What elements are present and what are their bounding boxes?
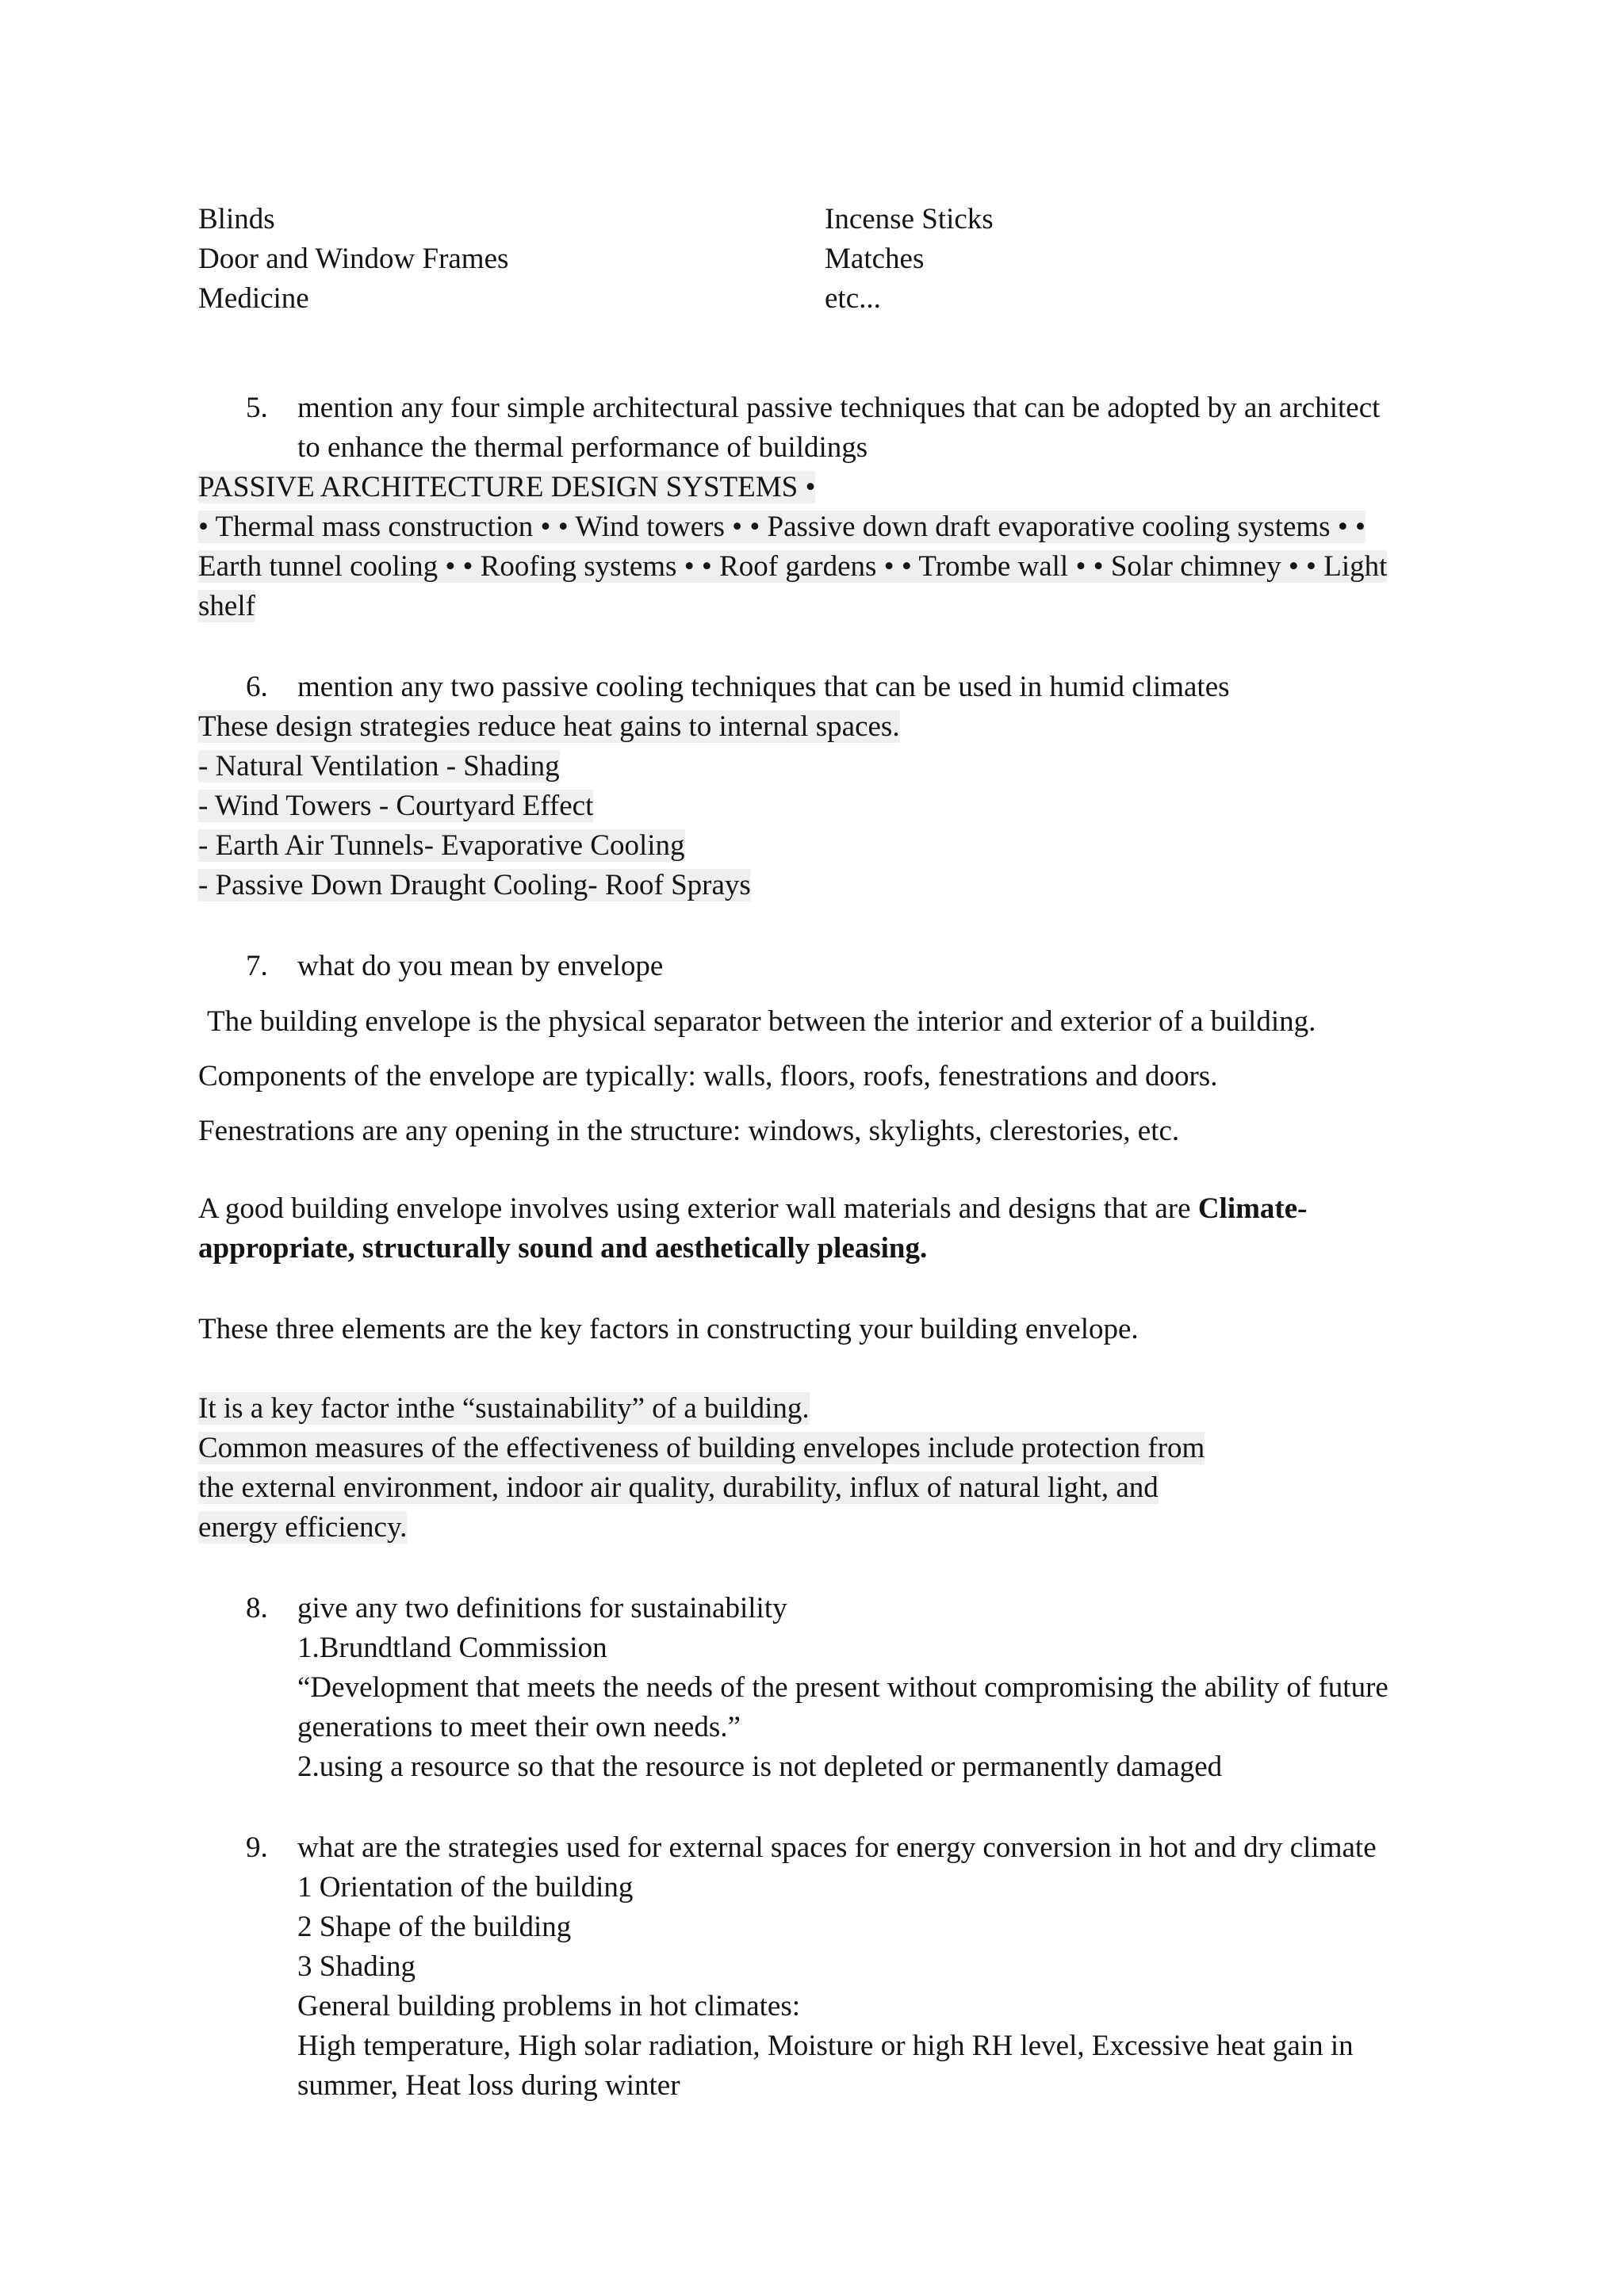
answer-line: General building problems in hot climates: xyxy=(297,1990,801,2022)
answer-line: 3 Shading xyxy=(297,1950,416,1983)
answer-line: - Natural Ventilation - Shading xyxy=(198,750,560,783)
paragraph: The building envelope is the physical separator between the interior and exterior of a building. xyxy=(207,1005,1316,1038)
answer-line: High temperature, High solar radiation, Moisture or high RH level, Excessive heat gain in xyxy=(297,2030,1354,2062)
paragraph-text: A good building envelope involves using exterior wall materials and designs that are xyxy=(198,1192,1198,1225)
answer-line: “Development that meets the needs of the present without compromising the ability of future xyxy=(297,1671,1388,1704)
list-item: Medicine xyxy=(198,282,309,315)
answer-7 xyxy=(198,1002,1435,1151)
answer-line: 1 Orientation of the building xyxy=(297,1871,634,1904)
list-item: Door and Window Frames xyxy=(198,243,509,275)
question-6-section xyxy=(198,668,1435,905)
list-item: Incense Sticks xyxy=(825,203,994,235)
paragraph-text: These three elements are the key factors in constructing your building envelope. xyxy=(198,1313,1139,1345)
answer-line: These design strategies reduce heat gains to internal spaces. xyxy=(198,710,900,743)
answer-line: It is a key factor inthe “sustainability” of a building. xyxy=(198,1392,810,1425)
question-number: 7. xyxy=(246,950,268,982)
question-5-section xyxy=(198,388,1435,626)
question-6 xyxy=(198,668,1435,707)
answer-line: 2 Shape of the building xyxy=(297,1911,572,1943)
question-8-section xyxy=(198,1589,1435,1787)
answer-line: Common measures of the effectiveness of building envelopes include protection from xyxy=(198,1432,1205,1464)
question-number: 6. xyxy=(246,671,268,703)
list-item: Matches xyxy=(825,243,925,275)
question-text: mention any two passive cooling techniques that can be used in humid climates xyxy=(297,671,1230,703)
answer-line: 2.using a resource so that the resource is not depleted or permanently damaged xyxy=(297,1751,1223,1783)
right-column xyxy=(825,200,994,319)
list-item: Blinds xyxy=(198,203,275,235)
question-text: give any two definitions for sustainability xyxy=(297,1592,787,1624)
question-text: what are the strategies used for external spaces for energy conversion in hot and dry climate xyxy=(297,1831,1377,1864)
question-7 xyxy=(198,947,1435,986)
answer-line: the external environment, indoor air quality, durability, influx of natural light, and xyxy=(198,1471,1159,1504)
answer-line: - Wind Towers - Courtyard Effect xyxy=(198,790,594,822)
question-7-section xyxy=(198,947,1435,986)
answer-line: energy efficiency. xyxy=(198,1511,408,1544)
answer-line: 1.Brundtland Commission xyxy=(297,1632,607,1664)
question-9-section xyxy=(198,1828,1435,2106)
question-5 xyxy=(198,388,1435,468)
paragraph: Fenestrations are any opening in the structure: windows, skylights, clerestories, etc. xyxy=(198,1115,1180,1147)
question-text: to enhance the thermal performance of buildings xyxy=(297,431,868,464)
answer-line: shelf xyxy=(198,590,255,622)
question-number: 9. xyxy=(246,1831,268,1864)
question-8 xyxy=(198,1589,1435,1628)
question-9 xyxy=(198,1828,1435,1868)
answer-6 xyxy=(198,707,1435,905)
answer-line: summer, Heat loss during winter xyxy=(297,2069,680,2102)
answer-5 xyxy=(198,468,1435,626)
list-item: etc... xyxy=(825,282,881,315)
question-text: mention any four simple architectural passive techniques that can be adopted by an architect xyxy=(297,392,1381,424)
bold-text: appropriate, structurally sound and aesthetically pleasing. xyxy=(198,1232,928,1265)
answer-line: PASSIVE ARCHITECTURE DESIGN SYSTEMS • xyxy=(198,471,816,503)
answer-line: Earth tunnel cooling • • Roofing systems • • Roof gardens • • Trombe wall • • Solar chimney • • Light xyxy=(198,550,1388,583)
paragraph xyxy=(198,1310,1435,1349)
answer-line: • Thermal mass construction • • Wind towers • • Passive down draft evaporative cooling systems • • xyxy=(198,511,1365,543)
answer-line: - Earth Air Tunnels- Evaporative Cooling xyxy=(198,829,685,862)
answer-line: generations to meet their own needs.” xyxy=(297,1711,741,1743)
answer-8 xyxy=(198,1628,1435,1787)
answer-line: - Passive Down Draught Cooling- Roof Sprays xyxy=(198,869,751,901)
question-text: what do you mean by envelope xyxy=(297,950,664,982)
envelope-paragraph xyxy=(198,1189,1435,1269)
question-number: 8. xyxy=(246,1592,268,1624)
sustainability-paragraph xyxy=(198,1389,1435,1548)
paragraph: Components of the envelope are typically: walls, floors, roofs, fenestrations and doors. xyxy=(198,1060,1218,1093)
bold-text: Climate- xyxy=(1197,1192,1308,1225)
answer-9 xyxy=(198,1868,1435,2106)
question-number: 5. xyxy=(246,392,268,424)
left-column xyxy=(198,200,508,319)
